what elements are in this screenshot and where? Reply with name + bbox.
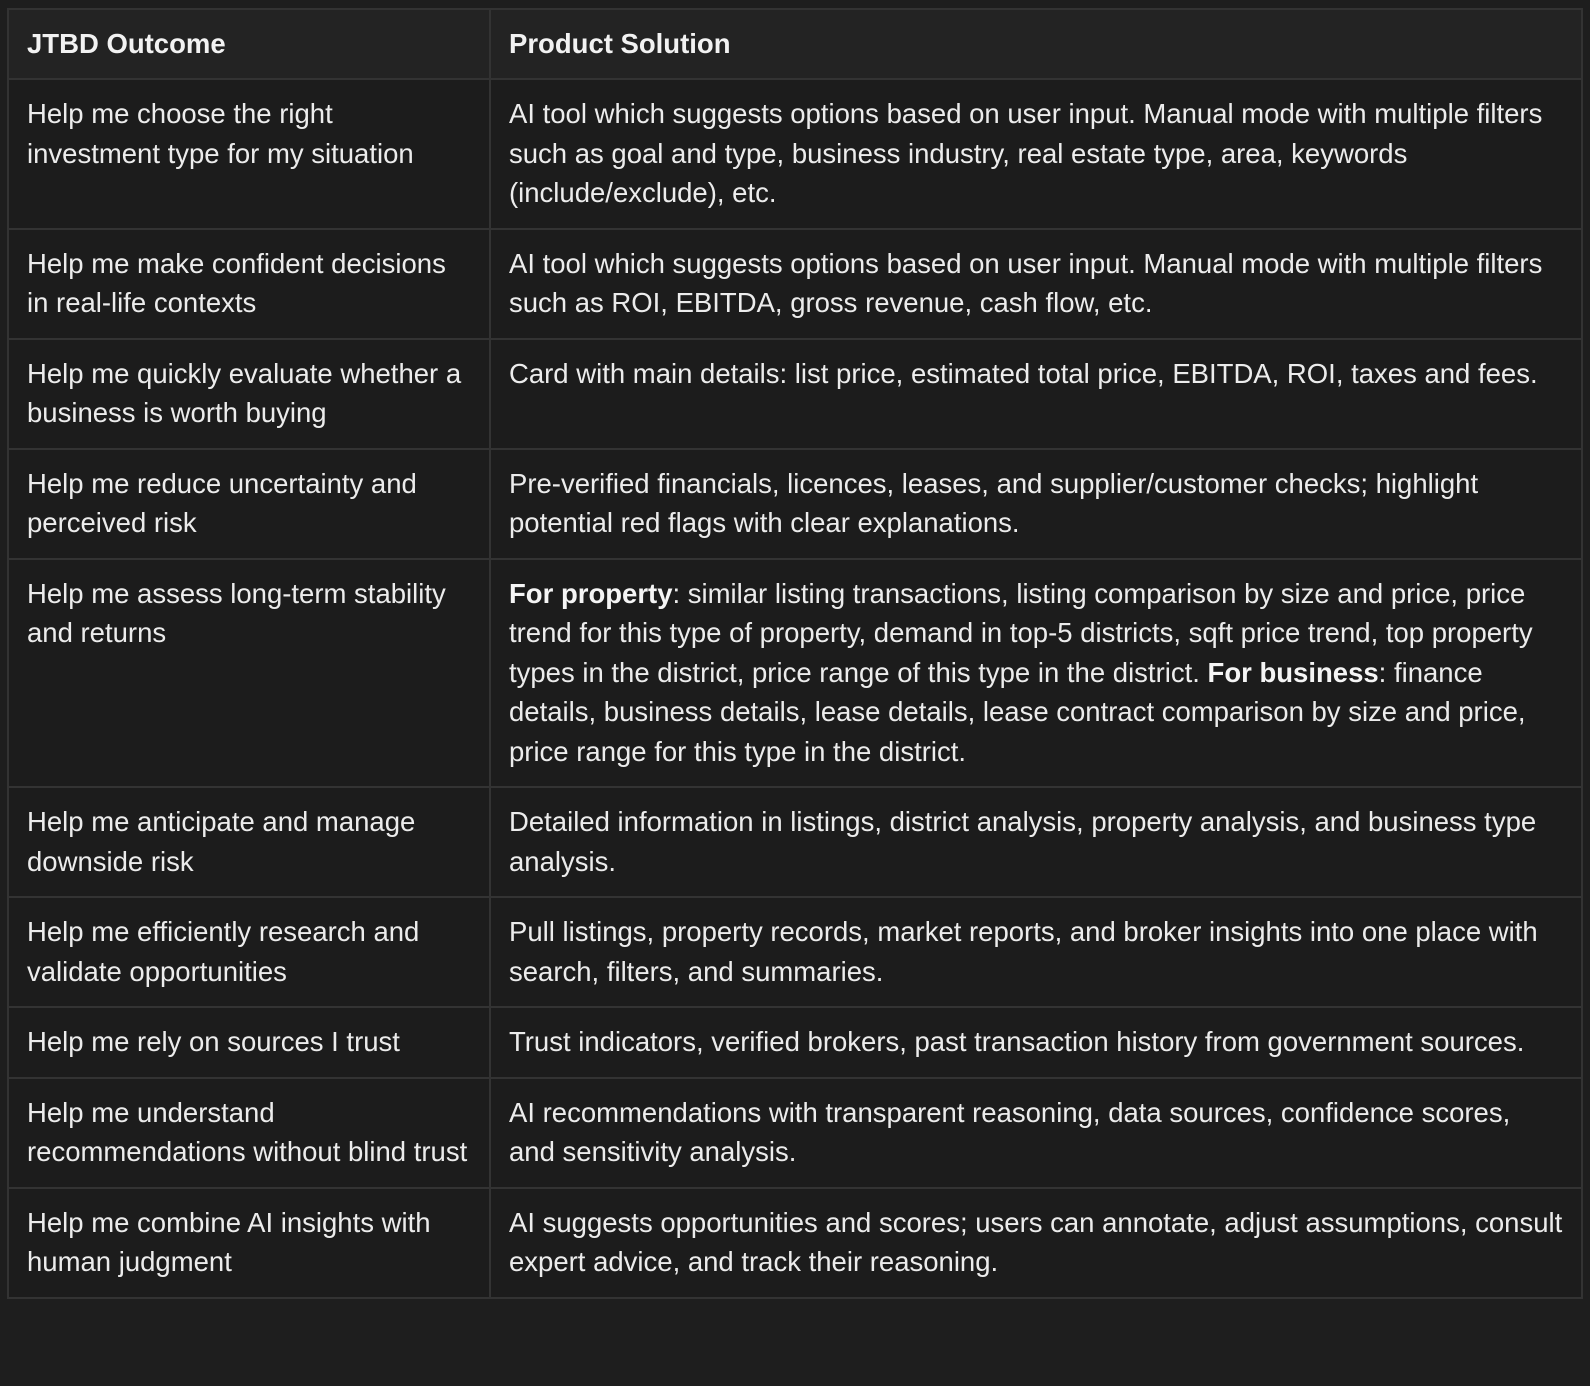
solution-cell: AI tool which suggests options based on user input. Manual mode with multiple filters such as ROI, EBITDA, gross revenue, cash flow, etc. — [490, 229, 1582, 339]
table-row — [8, 79, 1582, 229]
business-label: For business — [1207, 656, 1379, 688]
outcome-cell: Help me choose the right investment type for my situation — [8, 79, 490, 229]
header-product-solution: Product Solution — [490, 9, 1582, 79]
outcome-cell: Help me rely on sources I trust — [8, 1007, 490, 1078]
table-header-row — [8, 9, 1582, 79]
outcome-cell: Help me anticipate and manage downside risk — [8, 787, 490, 897]
solution-cell: AI suggests opportunities and scores; users can annotate, adjust assumptions, consult expert advice, and track their reasoning. — [490, 1188, 1582, 1298]
outcome-cell: Help me combine AI insights with human judgment — [8, 1188, 490, 1298]
table-row — [8, 787, 1582, 897]
solution-cell: AI tool which suggests options based on user input. Manual mode with multiple filters such as goal and type, business industry, real estate type, area, keywords (include/exclude), etc. — [490, 79, 1582, 229]
jtbd-table — [7, 8, 1583, 1299]
table-row — [8, 1188, 1582, 1298]
solution-cell — [490, 559, 1582, 788]
table-row — [8, 897, 1582, 1007]
property-text: : similar listing transactions, listing comparison by size and price, price trend for this type of property, demand in top-5 districts, sqft price trend, top property types in the district, price range of this type in the district. — [509, 577, 1533, 688]
header-jtbd-outcome: JTBD Outcome — [8, 9, 490, 79]
property-label: For property — [509, 577, 673, 609]
outcome-cell: Help me understand recommendations without blind trust — [8, 1078, 490, 1188]
table-row — [8, 449, 1582, 559]
outcome-cell: Help me make confident decisions in real-life contexts — [8, 229, 490, 339]
solution-cell: Pre-verified financials, licences, leases, and supplier/customer checks; highlight potential red flags with clear explanations. — [490, 449, 1582, 559]
outcome-cell: Help me quickly evaluate whether a business is worth buying — [8, 339, 490, 449]
solution-cell: AI recommendations with transparent reasoning, data sources, confidence scores, and sensitivity analysis. — [490, 1078, 1582, 1188]
solution-cell: Trust indicators, verified brokers, past transaction history from government sources. — [490, 1007, 1582, 1078]
table-row — [8, 339, 1582, 449]
table-row — [8, 1007, 1582, 1078]
jtbd-table-container — [7, 8, 1581, 1299]
outcome-cell: Help me reduce uncertainty and perceived risk — [8, 449, 490, 559]
solution-cell: Detailed information in listings, district analysis, property analysis, and business type analysis. — [490, 787, 1582, 897]
business-text: : finance details, business details, lease details, lease contract comparison by size and price, price range for this type in the district. — [509, 656, 1526, 767]
table-row — [8, 559, 1582, 788]
solution-cell: Pull listings, property records, market reports, and broker insights into one place with search, filters, and summaries. — [490, 897, 1582, 1007]
outcome-cell: Help me efficiently research and validate opportunities — [8, 897, 490, 1007]
table-row — [8, 1078, 1582, 1188]
table-row — [8, 229, 1582, 339]
solution-cell: Card with main details: list price, estimated total price, EBITDA, ROI, taxes and fees. — [490, 339, 1582, 449]
outcome-cell: Help me assess long-term stability and returns — [8, 559, 490, 788]
